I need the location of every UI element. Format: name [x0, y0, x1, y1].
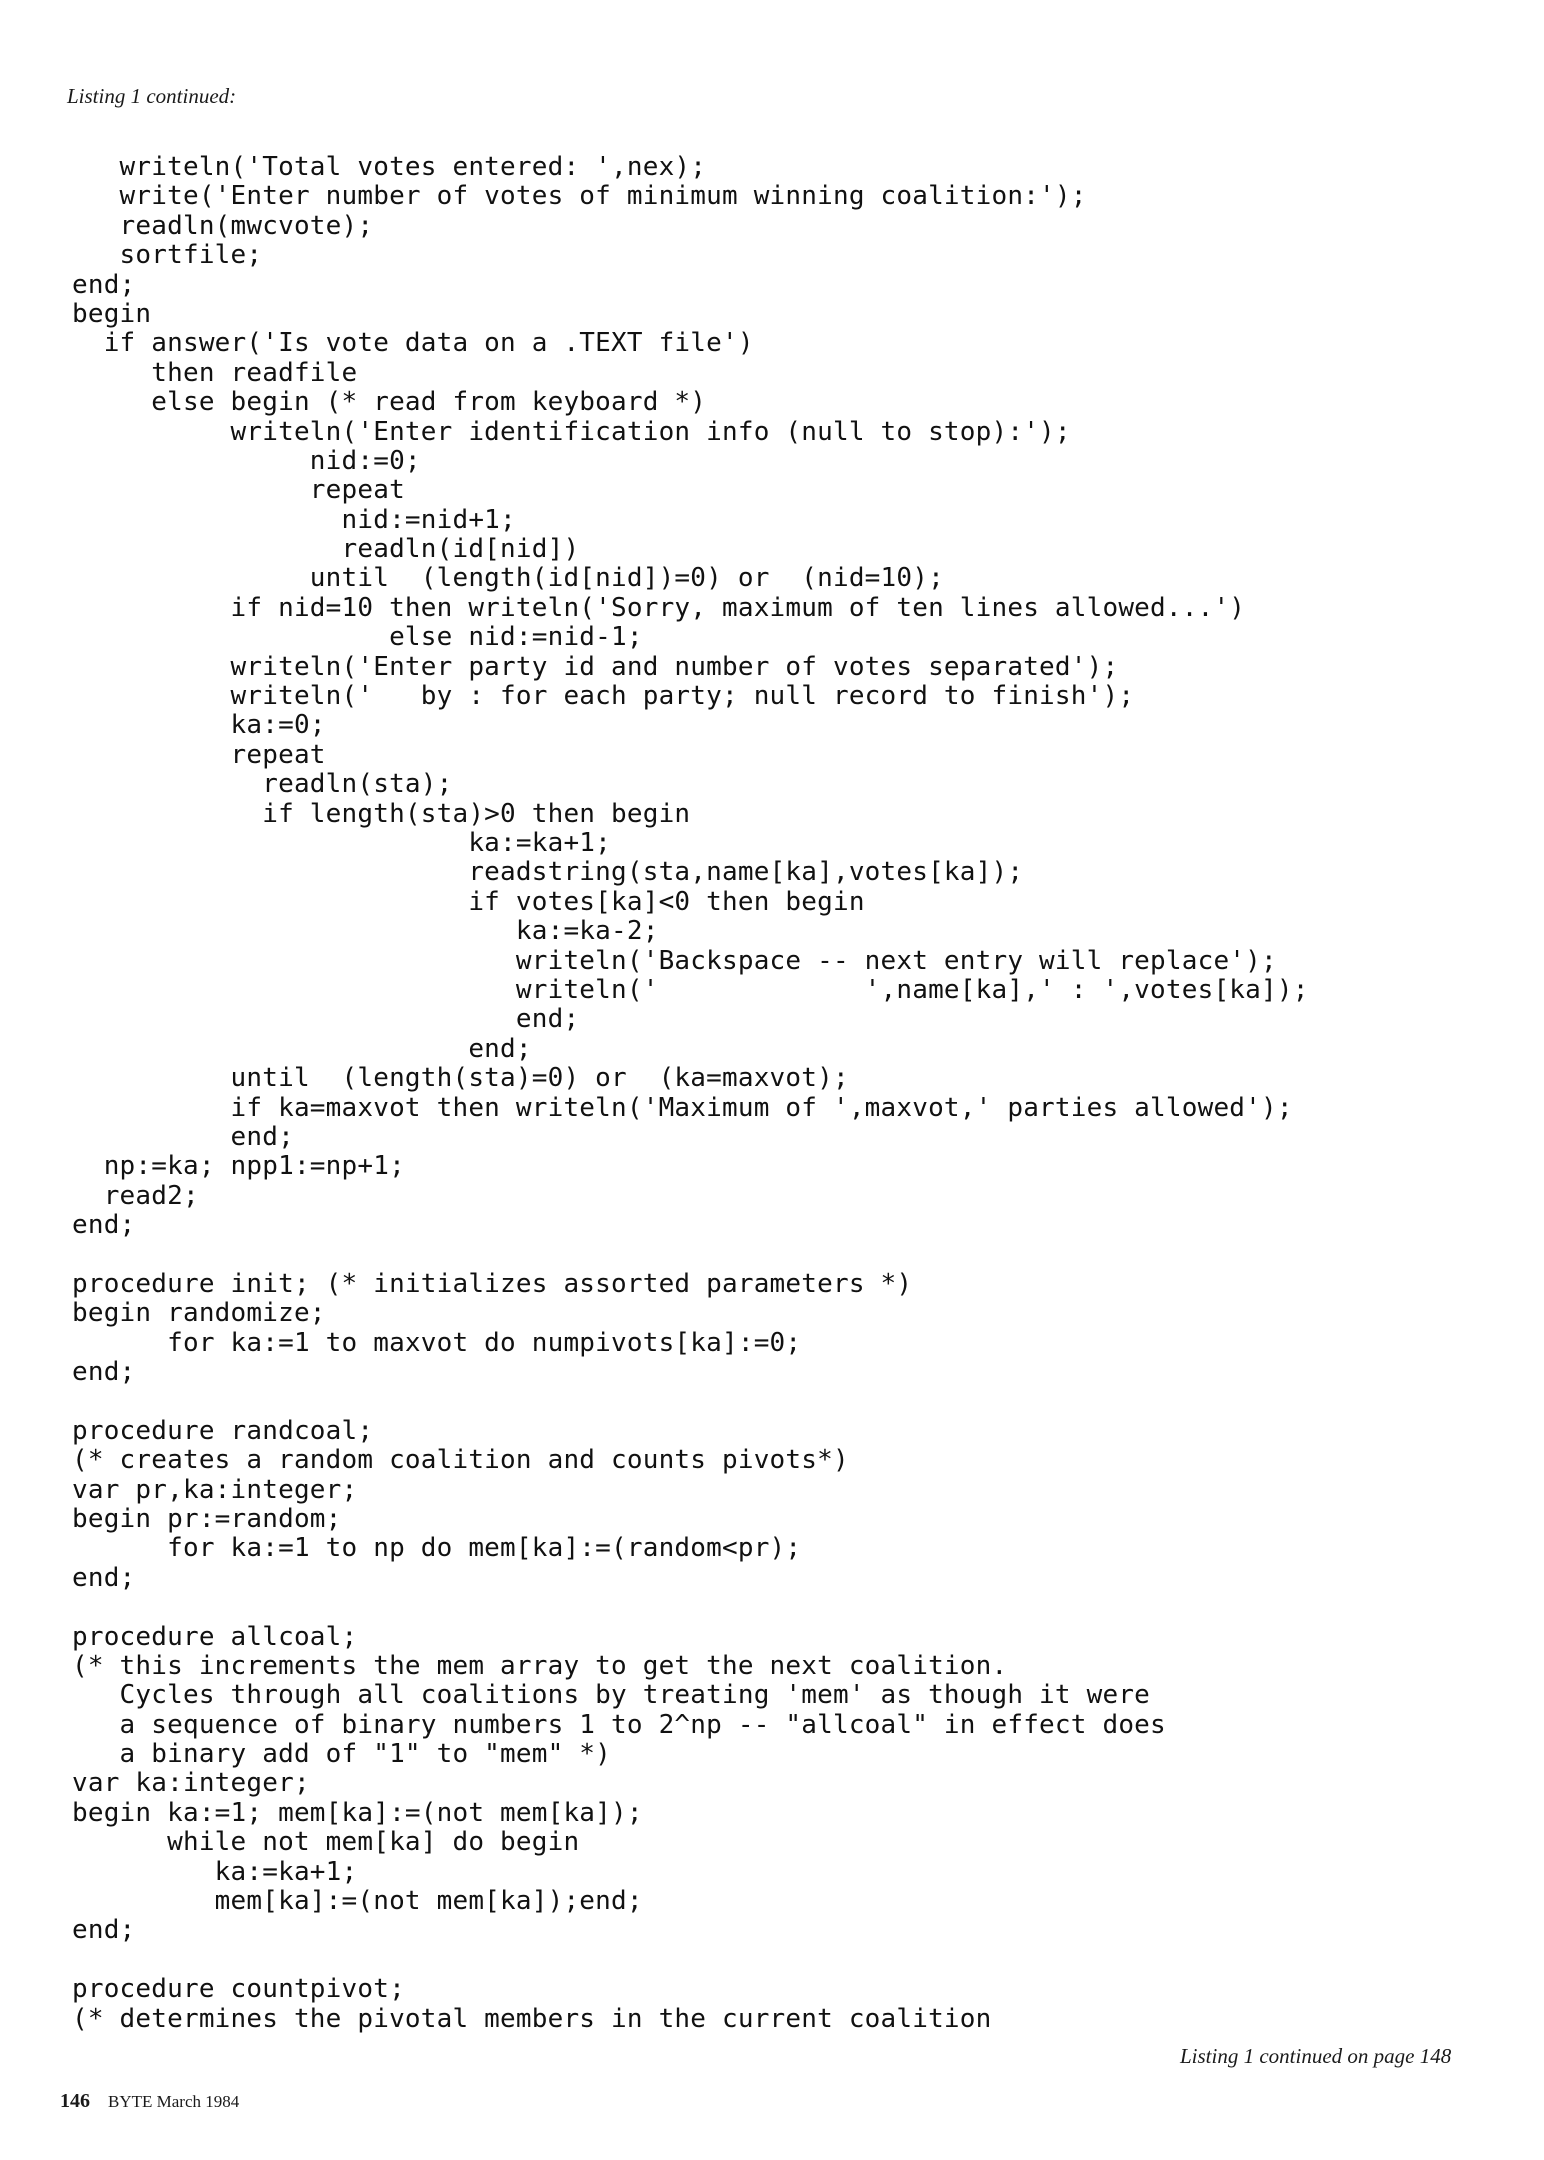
code-line: ka:=ka+1; — [72, 1856, 358, 1887]
code-line: then readfile — [72, 357, 358, 388]
code-line: var ka:integer; — [72, 1768, 310, 1799]
code-line — [72, 1946, 1502, 1975]
code-line: begin randomize; — [72, 1298, 326, 1329]
code-line: ka:=0; — [72, 710, 326, 741]
code-line: write('Enter number of votes of minimum winning coalition:'); — [72, 181, 1087, 212]
code-line: end; — [72, 1915, 136, 1946]
code-line: if nid=10 then writeln('Sorry, maximum of ten lines allowed...') — [72, 592, 1246, 623]
code-line: read2; — [72, 1180, 199, 1211]
code-line: writeln(' ',name[ka],' : ',votes[ka]); — [72, 974, 1309, 1005]
code-line: else nid:=nid-1; — [72, 622, 643, 653]
code-line — [72, 1387, 1502, 1416]
code-line: readln(mwcvote); — [72, 210, 374, 241]
code-line — [72, 1240, 1502, 1269]
code-line: end; — [72, 269, 136, 300]
code-line: ka:=ka+1; — [72, 827, 612, 858]
code-line: end; — [72, 1210, 136, 1241]
code-line: (* this increments the mem array to get the next coalition. — [72, 1650, 1008, 1681]
listing-caption-bottom: Listing 1 continued on page 148 — [1180, 2044, 1452, 2068]
code-line: if answer('Is vote data on a .TEXT file') — [72, 328, 754, 359]
code-line: a sequence of binary numbers 1 to 2^np -- "allcoal" in effect does — [72, 1709, 1166, 1740]
code-line: procedure init; (* initializes assorted parameters *) — [72, 1268, 913, 1299]
code-line: writeln(' by : for each party; null record to finish'); — [72, 681, 1135, 712]
code-line: if ka=maxvot then writeln('Maximum of ',maxvot,' parties allowed'); — [72, 1092, 1293, 1123]
code-line: begin pr:=random; — [72, 1503, 342, 1534]
code-line: readln(id[nid]) — [72, 534, 580, 565]
code-line: (* determines the pivotal members in the current coalition — [72, 2003, 992, 2034]
code-line: var pr,ka:integer; — [72, 1474, 358, 1505]
code-line: repeat — [72, 475, 405, 506]
code-line: if votes[ka]<0 then begin — [72, 886, 865, 917]
code-line: nid:=0; — [72, 445, 421, 476]
code-line: end; — [72, 1004, 580, 1035]
code-line: readln(sta); — [72, 769, 453, 800]
code-line: readstring(sta,name[ka],votes[ka]); — [72, 857, 1024, 888]
code-line: until (length(sta)=0) or (ka=maxvot); — [72, 1063, 849, 1094]
code-line: procedure randcoal; — [72, 1415, 374, 1446]
code-line: end; — [72, 1562, 136, 1593]
code-line: if length(sta)>0 then begin — [72, 798, 691, 829]
page-number: 146 — [60, 2090, 90, 2112]
code-line: np:=ka; npp1:=np+1; — [72, 1151, 405, 1182]
code-line: else begin (* read from keyboard *) — [72, 387, 707, 418]
code-line: (* creates a random coalition and counts pivots*) — [72, 1445, 849, 1476]
code-line: a binary add of "1" to "mem" *) — [72, 1739, 612, 1770]
code-line: for ka:=1 to np do mem[ka]:=(random<pr); — [72, 1533, 802, 1564]
code-line: end; — [72, 1033, 532, 1064]
code-line: end; — [72, 1357, 136, 1388]
page-footer — [60, 2090, 239, 2113]
code-line: procedure allcoal; — [72, 1621, 358, 1652]
listing-caption-top: Listing 1 continued: — [67, 84, 237, 108]
code-line: nid:=nid+1; — [72, 504, 516, 535]
code-listing — [72, 153, 1502, 2034]
code-line: end; — [72, 1121, 294, 1152]
code-line: writeln('Enter identification info (null to stop):'); — [72, 416, 1071, 447]
code-line: writeln('Enter party id and number of votes separated'); — [72, 651, 1119, 682]
code-line: begin — [72, 298, 152, 329]
code-line: repeat — [72, 739, 326, 770]
code-line — [72, 1593, 1502, 1622]
code-line: mem[ka]:=(not mem[ka]);end; — [72, 1886, 643, 1917]
magazine-issue: BYTE March 1984 — [108, 2092, 240, 2111]
code-line: for ka:=1 to maxvot do numpivots[ka]:=0; — [72, 1327, 802, 1358]
code-line: until (length(id[nid])=0) or (nid=10); — [72, 563, 944, 594]
code-line: begin ka:=1; mem[ka]:=(not mem[ka]); — [72, 1797, 643, 1828]
code-line: writeln('Total votes entered: ',nex); — [72, 152, 707, 182]
code-line: Cycles through all coalitions by treating 'mem' as though it were — [72, 1680, 1151, 1711]
code-line: procedure countpivot; — [72, 1974, 405, 2005]
code-line: while not mem[ka] do begin — [72, 1827, 580, 1858]
code-line: ka:=ka-2; — [72, 916, 659, 947]
code-line: sortfile; — [72, 240, 263, 271]
code-line: writeln('Backspace -- next entry will replace'); — [72, 945, 1277, 976]
